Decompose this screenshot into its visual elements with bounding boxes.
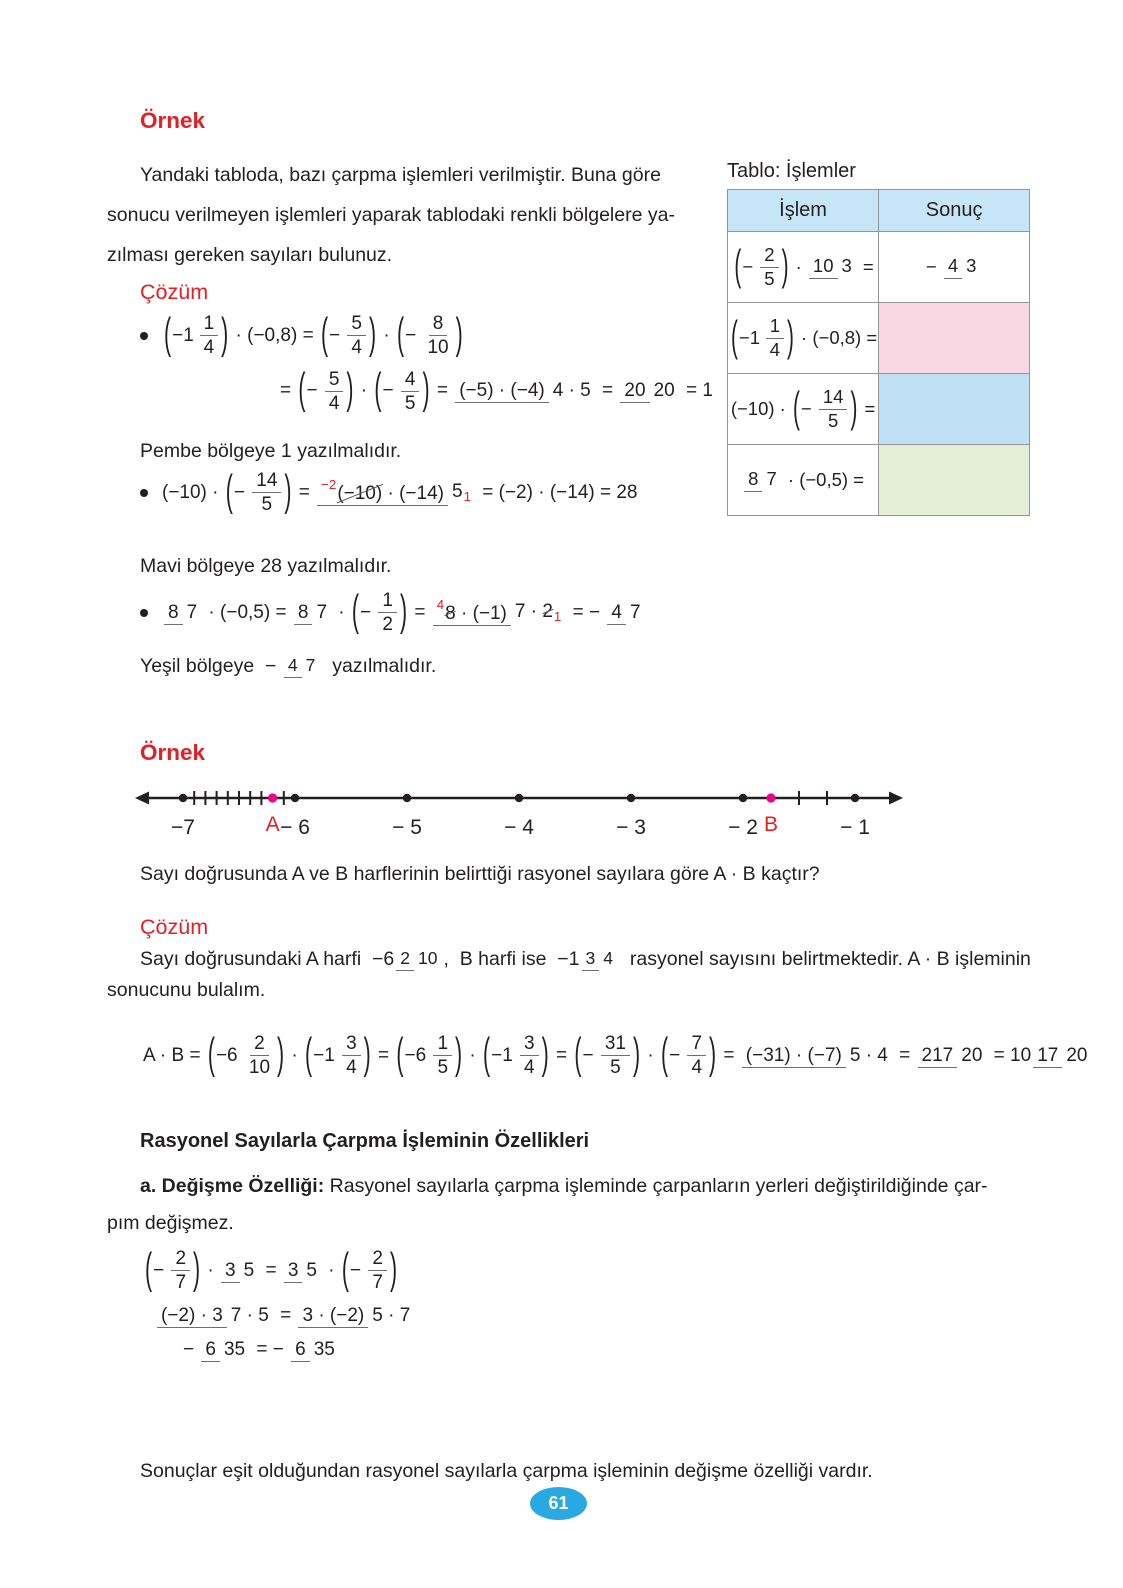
table-row [728, 303, 1030, 374]
note-blue: Mavi bölgeye 28 yazılmalıdır. [140, 555, 392, 577]
note-pink: Pembe bölgeye 1 yazılmalıdır. [140, 440, 402, 462]
integer-dot [739, 794, 747, 802]
equation-line: ( − $\frac{2}{7}$ ) · 3 5 = 3 5 · ( − $\frac{2}{7}$ ) [145, 1243, 398, 1294]
integer-dot [179, 794, 187, 802]
paragraph-line: sonucu verilmeyen işlemleri yaparak tablodaki renkli bölgelere ya- [107, 204, 675, 226]
example1-heading: Örnek [140, 108, 206, 133]
paren-group: ( −6 $\frac{1}{5}$ ) [396, 1028, 463, 1079]
fraction: $\frac{14}{5}$ [252, 470, 281, 516]
table-row [728, 445, 1030, 516]
fraction: $\frac{1}{4}$ [200, 313, 219, 359]
paragraph-line: Yandaki tabloda, bazı çarpma işlemleri verilmiştir. Buna göre [140, 164, 661, 186]
integer-label: − 2 [728, 816, 758, 839]
point-dot-B [766, 793, 775, 802]
paren-group: ( −1 $\frac{1}{4}$ ) [731, 313, 794, 361]
equation-line: 8 7 · (−0,5) = 8 7 · ( − $\frac{1}{2}$ ) = 4 8 · (−1) 7 · 2 1 = − 4 7 [162, 590, 647, 636]
fraction: 4 7 [607, 601, 644, 625]
paragraph-line: Sayı doğrusundaki A harfi −6 2 10 , B harfi ise −1 3 4 rasyonel sayısını belirtmektedir. A · B işleminin [140, 948, 1031, 970]
page-number-badge: 61 [530, 1487, 587, 1520]
point-dot-A [268, 793, 277, 802]
paren-group: ( −1 $\frac{3}{4}$ ) [483, 1028, 549, 1079]
integer-label: − 4 [504, 816, 534, 839]
paren-group: ( − $\frac{2}{5}$ ) [734, 242, 789, 290]
equation-line: − 6 35 = − 6 35 [183, 1338, 416, 1362]
fraction: 8 7 [294, 601, 331, 625]
solution2-paragraph [107, 948, 1031, 1002]
fraction: 3 4 [582, 948, 618, 971]
equation-line: (−2) · 3 7 · 5 = 3 · (−2) 5 · 7 [155, 1304, 416, 1328]
column-header-islem: İşlem [728, 190, 879, 232]
paren-group: ( − $\frac{1}{2}$ ) [351, 585, 408, 636]
fraction: $\frac{1}{5}$ [433, 1033, 452, 1079]
sonuc-cell [879, 303, 1030, 374]
paren-group: ( − $\frac{8}{10}$ ) [396, 308, 463, 359]
paragraph-line: zılması gereken sayıları bulunuz. [107, 244, 393, 266]
islem-cell: ( −1 $\frac{1}{4}$ ) · (−0,8) = [728, 303, 879, 374]
column-header-sonuc: Sonuç [879, 190, 1030, 232]
fraction: (−5) · (−4) 4 · 5 [455, 379, 595, 403]
paren-group: ( − $\frac{2}{7}$ ) [145, 1243, 201, 1294]
integer-dot [851, 794, 859, 802]
fraction: 6 35 [201, 1338, 249, 1362]
islem-cell: 8 7 · (−0,5) = [728, 445, 879, 516]
fraction: $\frac{14}{5}$ [819, 387, 848, 431]
paren-group: ( − $\frac{5}{4}$ ) [298, 364, 354, 414]
islem-cell: (−10) · ( − $\frac{14}{5}$ ) = [728, 374, 879, 445]
sonuc-cell: − 4 3 [879, 232, 1030, 303]
paren-group: ( − $\frac{4}{5}$ ) [374, 364, 430, 414]
paragraph-line: a. Değişme Özelliği: Rasyonel sayılarla çarpma işleminde çarpanların yerleri değiştirildiğinde çar- [140, 1175, 988, 1197]
fraction: 20 20 [620, 379, 678, 403]
fraction: 17 20 [1033, 1044, 1091, 1068]
properties-heading: Rasyonel Sayılarla Çarpma İşleminin Özellikleri [140, 1130, 590, 1152]
fraction: 8 7 [164, 601, 201, 625]
conclusion-text: Sonuçlar eşit olduğundan rasyonel sayılarla çarpma işleminin değişme özelliği vardır. [140, 1460, 873, 1482]
fraction: $\frac{1}{2}$ [378, 590, 397, 636]
fraction: $\frac{1}{4}$ [766, 316, 784, 360]
fraction: $\frac{5}{4}$ [325, 369, 344, 415]
fraction: (−2) · 3 7 · 5 [157, 1304, 273, 1328]
fraction: 8 7 [744, 468, 781, 492]
product-equation: A · B = ( −6 $\frac{2}{10}$ ) · ( −1 $\frac{3}{4}$ ) = ( −6 $\frac{1}{5}$ ) · ( −1 $\frac{3}{4}$ ) = ( − $\frac{31}{5}$ ) · ( − $\frac{7}{4}$ ) = (−31) · (−7) 5 · 4 = 217 20 = 10 17 20 [143, 1033, 1093, 1079]
paren-group: ( − $\frac{14}{5}$ ) [225, 465, 292, 516]
fraction: 2 10 [396, 948, 441, 971]
integer-label: − 1 [840, 816, 870, 839]
paragraph-line: sonucunu bulalım. [107, 979, 266, 1001]
table-row [728, 374, 1030, 445]
bullet2-math [140, 465, 638, 516]
fraction: $\frac{4}{5}$ [401, 369, 420, 415]
equation-line: = ( − $\frac{5}{4}$ ) · ( − $\frac{4}{5}$ ) = (−5) · (−4) 4 · 5 = 20 20 = 1 [280, 364, 713, 414]
fraction: 4 3 [944, 255, 981, 279]
paren-group: ( − $\frac{31}{5}$ ) [574, 1028, 641, 1079]
operations-table [727, 189, 1030, 516]
bullet-icon [140, 332, 148, 340]
fraction: $\frac{8}{10}$ [427, 313, 449, 359]
note-green: Yeşil bölgeye − 4 7 yazılmalıdır. [140, 655, 437, 677]
fraction: 6 35 [291, 1338, 339, 1362]
fraction: 4 7 [284, 655, 320, 678]
integer-label: − 3 [616, 816, 646, 839]
left-arrow-icon [135, 792, 149, 805]
integer-dot [515, 794, 523, 802]
integer-dot [291, 794, 299, 802]
fraction: $\frac{2}{5}$ [760, 245, 778, 289]
example1-paragraph [107, 155, 717, 275]
paren-group: ( −6 $\frac{2}{10}$ ) [207, 1028, 285, 1079]
bullet3-math [140, 585, 647, 636]
integer-dot [403, 794, 411, 802]
paren-group: ( −1 $\frac{3}{4}$ ) [305, 1028, 371, 1079]
fraction: 4 8 · (−1) 7 · 2 1 [433, 600, 566, 626]
commutative-math [143, 1243, 416, 1362]
equation-line: (−10) · ( − $\frac{14}{5}$ ) = −2 (−10) · (−14) 5 1 = (−2) · (−14) = 28 [162, 465, 638, 516]
fraction: $\frac{2}{7}$ [368, 1248, 387, 1294]
example2-question: Sayı doğrusunda A ve B harflerinin belirttiği rasyonel sayılara göre A · B kaçtır? [140, 863, 820, 885]
point-label-B: B [763, 813, 779, 836]
fraction: $\frac{2}{7}$ [171, 1248, 190, 1294]
paren-group: ( −1 $\frac{1}{4}$ ) [164, 308, 229, 359]
number-line [133, 780, 925, 840]
bullet-icon [140, 489, 148, 497]
fraction: $\frac{3}{4}$ [342, 1033, 361, 1079]
sonuc-cell [879, 374, 1030, 445]
right-arrow-icon [889, 792, 903, 805]
table-title: Tablo: İşlemler [727, 160, 856, 182]
solution1-heading: Çözüm [140, 280, 209, 304]
equation-line: ( −1 $\frac{1}{4}$ ) · (−0,8) = ( − $\frac{5}{4}$ ) · ( − $\frac{8}{10}$ ) [164, 308, 463, 359]
commutative-paragraph [107, 1175, 988, 1235]
paren-group: ( − $\frac{5}{4}$ ) [320, 308, 377, 359]
example2-heading: Örnek [140, 740, 206, 765]
integer-label: −7 [171, 816, 195, 839]
paragraph-line: pım değişmez. [107, 1212, 234, 1234]
fraction: $\frac{3}{4}$ [520, 1033, 539, 1079]
fraction: −2 (−10) · (−14) 5 1 [317, 480, 475, 506]
table-header-row [728, 190, 1030, 232]
fraction: 217 20 [918, 1044, 987, 1068]
fraction: 3 5 [221, 1259, 258, 1283]
bullet-icon [140, 609, 148, 617]
bullet1-math [140, 308, 713, 414]
fraction: 3 · (−2) 5 · 7 [298, 1304, 414, 1328]
fraction: 3 5 [284, 1259, 321, 1283]
table-row [728, 232, 1030, 303]
solution2-heading: Çözüm [140, 915, 209, 939]
point-label-A: A [265, 813, 280, 836]
islem-cell: ( − $\frac{2}{5}$ ) · 10 3 = [728, 232, 879, 303]
fraction: $\frac{31}{5}$ [601, 1033, 630, 1079]
fraction: (−31) · (−7) 5 · 4 [742, 1044, 892, 1068]
integer-dot [627, 794, 635, 802]
fraction: $\frac{5}{4}$ [347, 313, 366, 359]
sonuc-cell [879, 445, 1030, 516]
fraction: 10 3 [809, 255, 856, 279]
integer-label: − 5 [392, 816, 422, 839]
fraction: $\frac{7}{4}$ [687, 1033, 706, 1079]
integer-label: − 6 [280, 816, 310, 839]
paren-group: ( − $\frac{2}{7}$ ) [341, 1243, 398, 1294]
paren-group: ( − $\frac{14}{5}$ ) [793, 384, 858, 432]
fraction: $\frac{2}{10}$ [248, 1033, 271, 1079]
paren-group: ( − $\frac{7}{4}$ ) [660, 1028, 717, 1079]
